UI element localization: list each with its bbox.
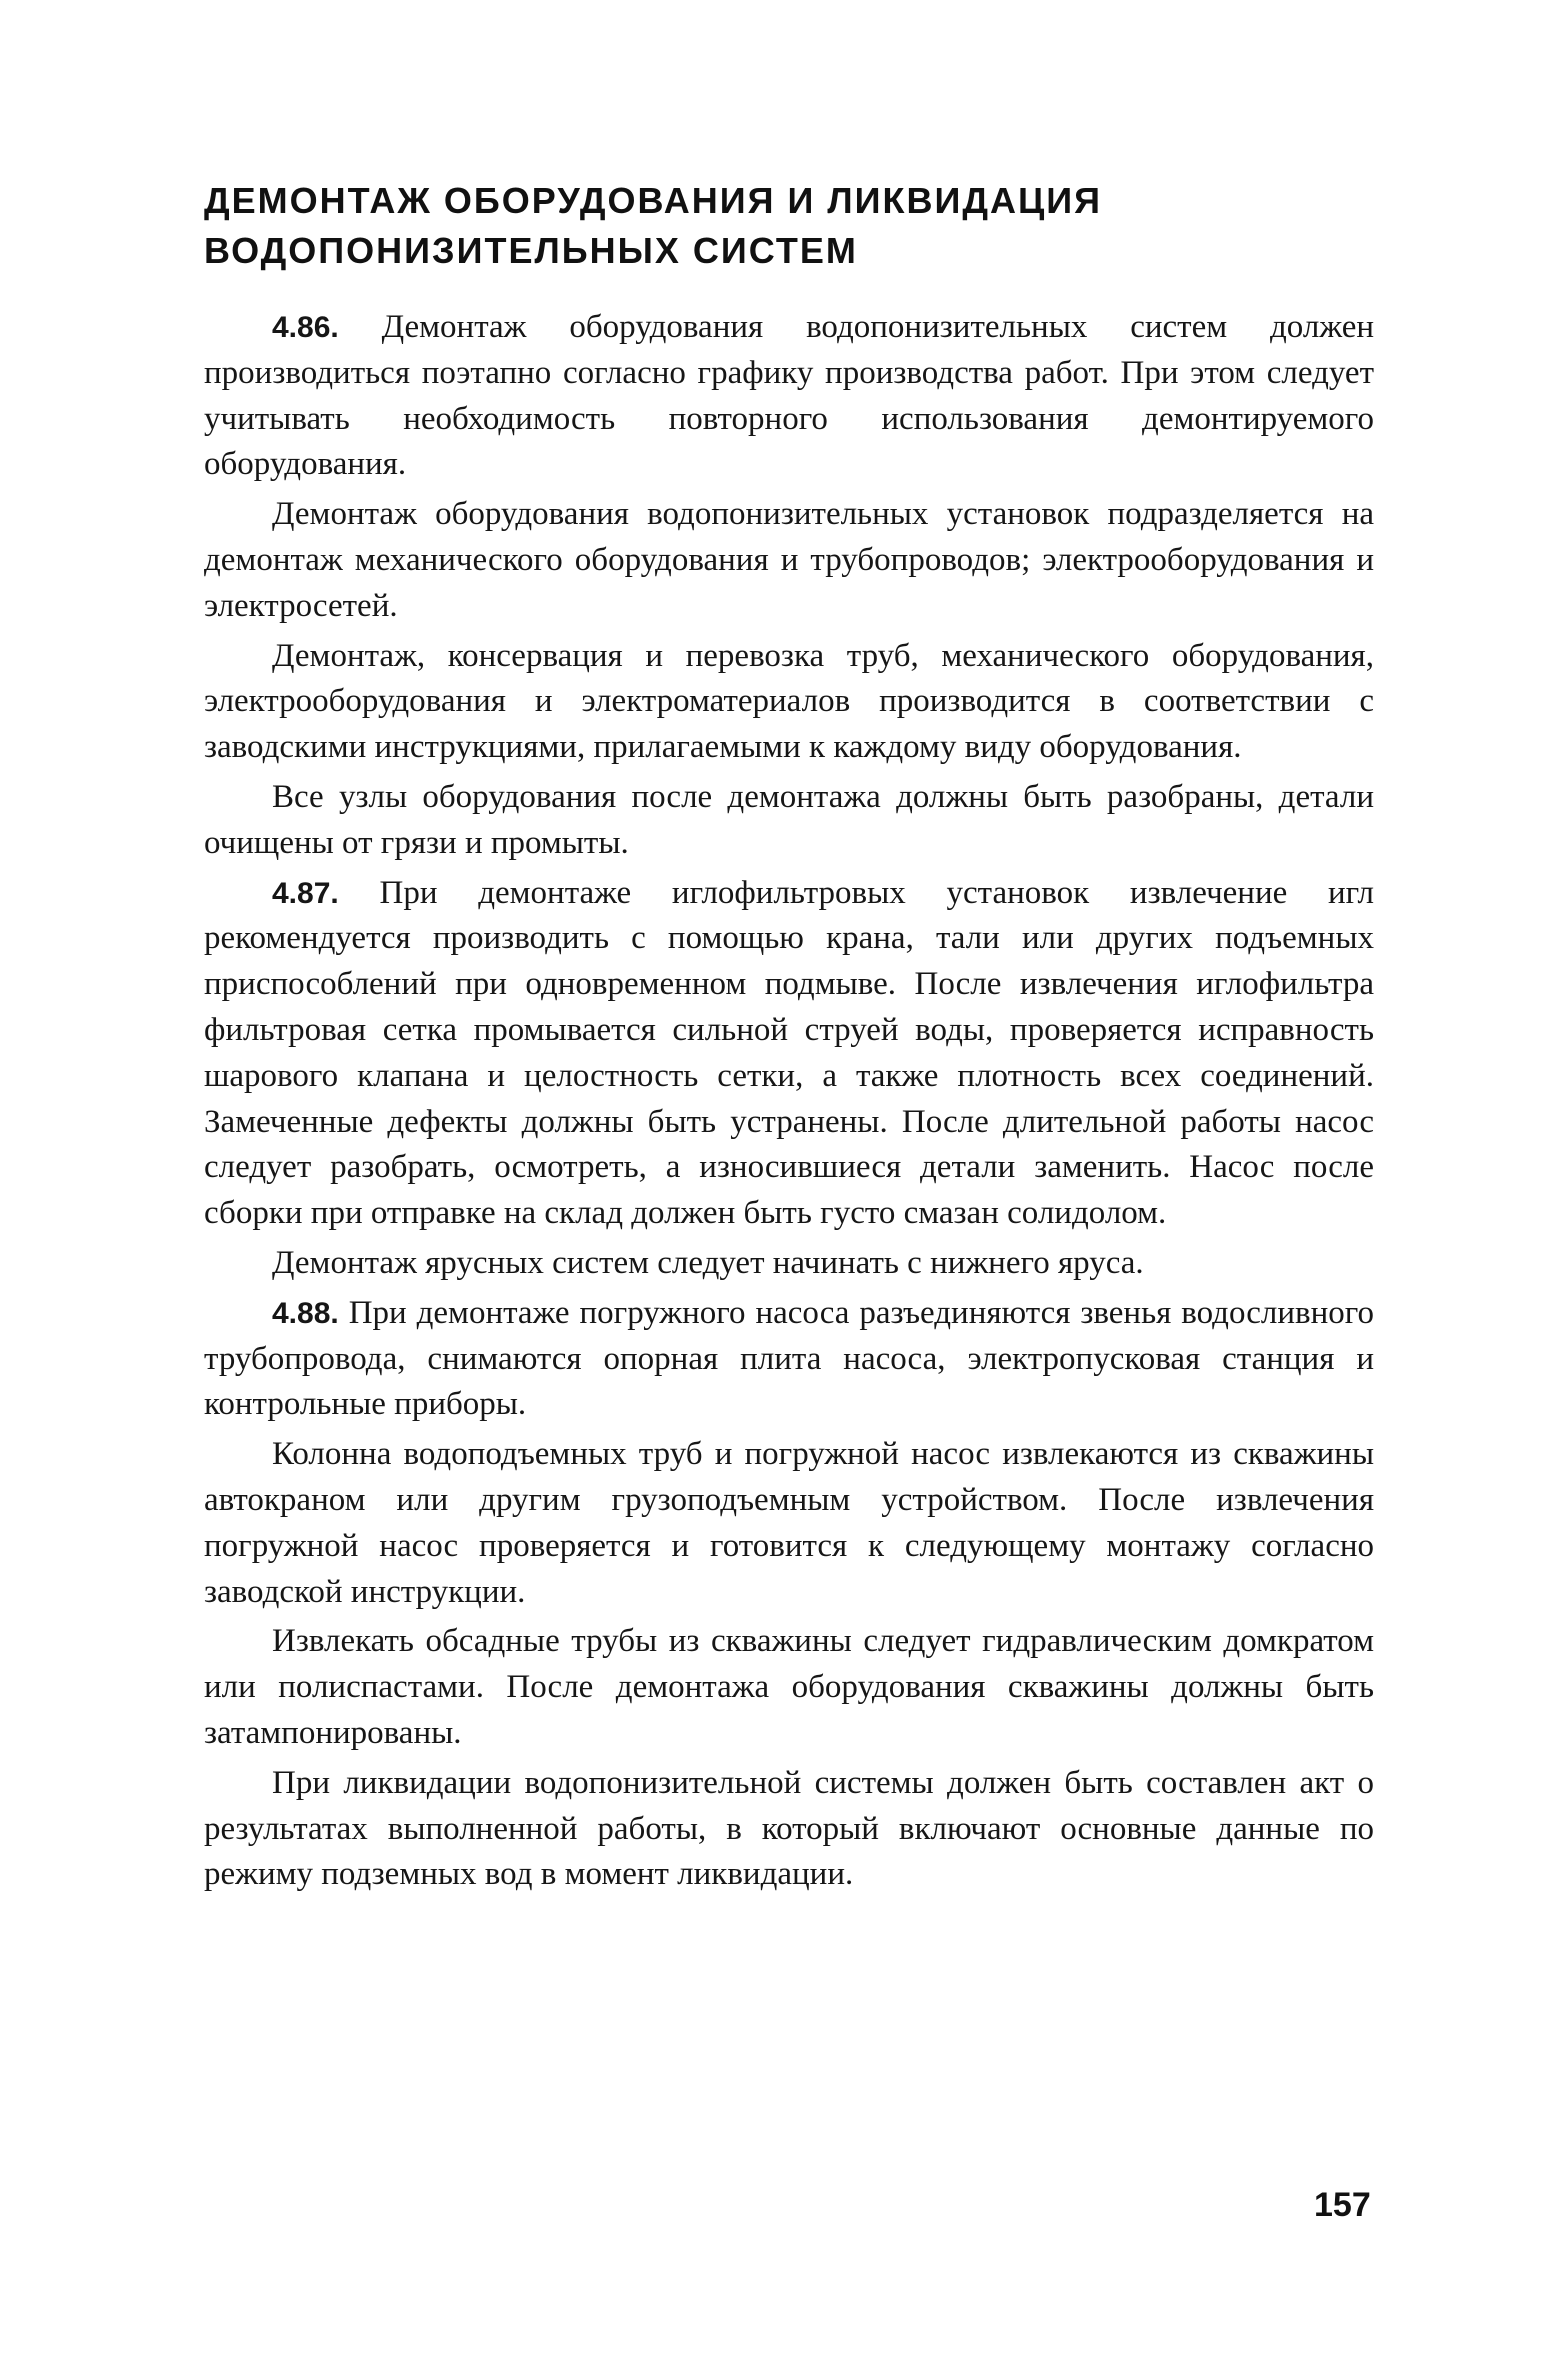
paragraph-text: Демонтаж ярусных систем следует начинать с нижнего яруса.	[272, 1244, 1144, 1281]
section-heading-line-2: ВОДОПОНИЗИТЕЛЬНЫХ СИСТЕМ	[204, 230, 858, 271]
paragraph-text: Демонтаж, консервация и перевозка труб, механического оборудования, электрооборудования и электроматериалов производится в соответствии с заводскими инструкциями, прилагаемыми к каждому виду оборудования.	[204, 637, 1374, 766]
paragraph	[204, 1241, 1374, 1287]
paragraph-text: Все узлы оборудования после демонтажа должны быть разобраны, детали очищены от грязи и промыты.	[204, 778, 1374, 861]
paragraph-text: При демонтаже погружного насоса разъединяются звенья водосливного трубопровода, снимаются опорная плита насоса, электропусковая станция и контрольные приборы.	[204, 1294, 1375, 1423]
paragraph	[204, 1619, 1374, 1756]
clause-number: 4.86.	[272, 311, 339, 344]
paragraph	[204, 1432, 1374, 1615]
section-heading-line-1: ДЕМОНТАЖ ОБОРУДОВАНИЯ И ЛИКВИДАЦИЯ	[204, 180, 1103, 221]
paragraph-text: Демонтаж оборудования водопонизительных систем должен производиться поэтапно согласно графику производства работ. При этом следует учитывать необходимость повторного использования демонтируемого оборудования.	[204, 309, 1374, 483]
paragraph-text: При ликвидации водопонизительной системы должен быть составлен акт о результатах выполненной работы, в который включают основные данные по режиму подземных вод в момент ликвидации.	[204, 1764, 1374, 1893]
paragraph	[204, 492, 1374, 629]
paragraph-text: Колонна водоподъемных труб и погружной насос извлекаются из скважины автокраном или другим грузоподъемным устройством. После извлечения погружной насос проверяется и готовится к следующему монтажу согласно заводской инструкции.	[204, 1436, 1374, 1610]
paragraph	[204, 1761, 1374, 1898]
paragraph	[204, 634, 1374, 771]
paragraph-4-87	[204, 871, 1374, 1237]
clause-number: 4.88.	[272, 1296, 339, 1330]
paragraph	[204, 775, 1374, 867]
paragraph-4-86	[204, 305, 1374, 488]
clause-number: 4.87.	[272, 876, 339, 910]
paragraph-text: При демонтаже иглофильтровых установок извлечение игл рекомендуется производить с помощью крана, тали или других подъемных приспособлений при одновременном подмыве. После извлечения иглофильтра фильтровая сетка промывается сильной струей воды, проверяется исправность шарового клапана и целостность сетки, а также плотность всех соединений. Замеченные дефекты должны быть устранены. После длительной работы насос следует разобрать, осмотреть, а износившиеся детали заменить. Насос после сборки при отправке на склад должен быть густо смазан солидолом.	[204, 874, 1375, 1232]
page-number: 157	[1314, 2186, 1371, 2224]
paragraph-4-88	[204, 1291, 1374, 1428]
paragraph-text: Извлекать обсадные трубы из скважины следует гидравлическим домкратом или полиспастами. После демонтажа оборудования скважины должны быть затампонированы.	[204, 1623, 1374, 1751]
body-text	[204, 305, 1374, 1902]
section-heading	[204, 176, 1384, 276]
paragraph-text: Демонтаж оборудования водопонизительных установок подразделяется на демонтаж механического оборудования и трубопроводов; электрооборудования и электросетей.	[204, 496, 1374, 624]
